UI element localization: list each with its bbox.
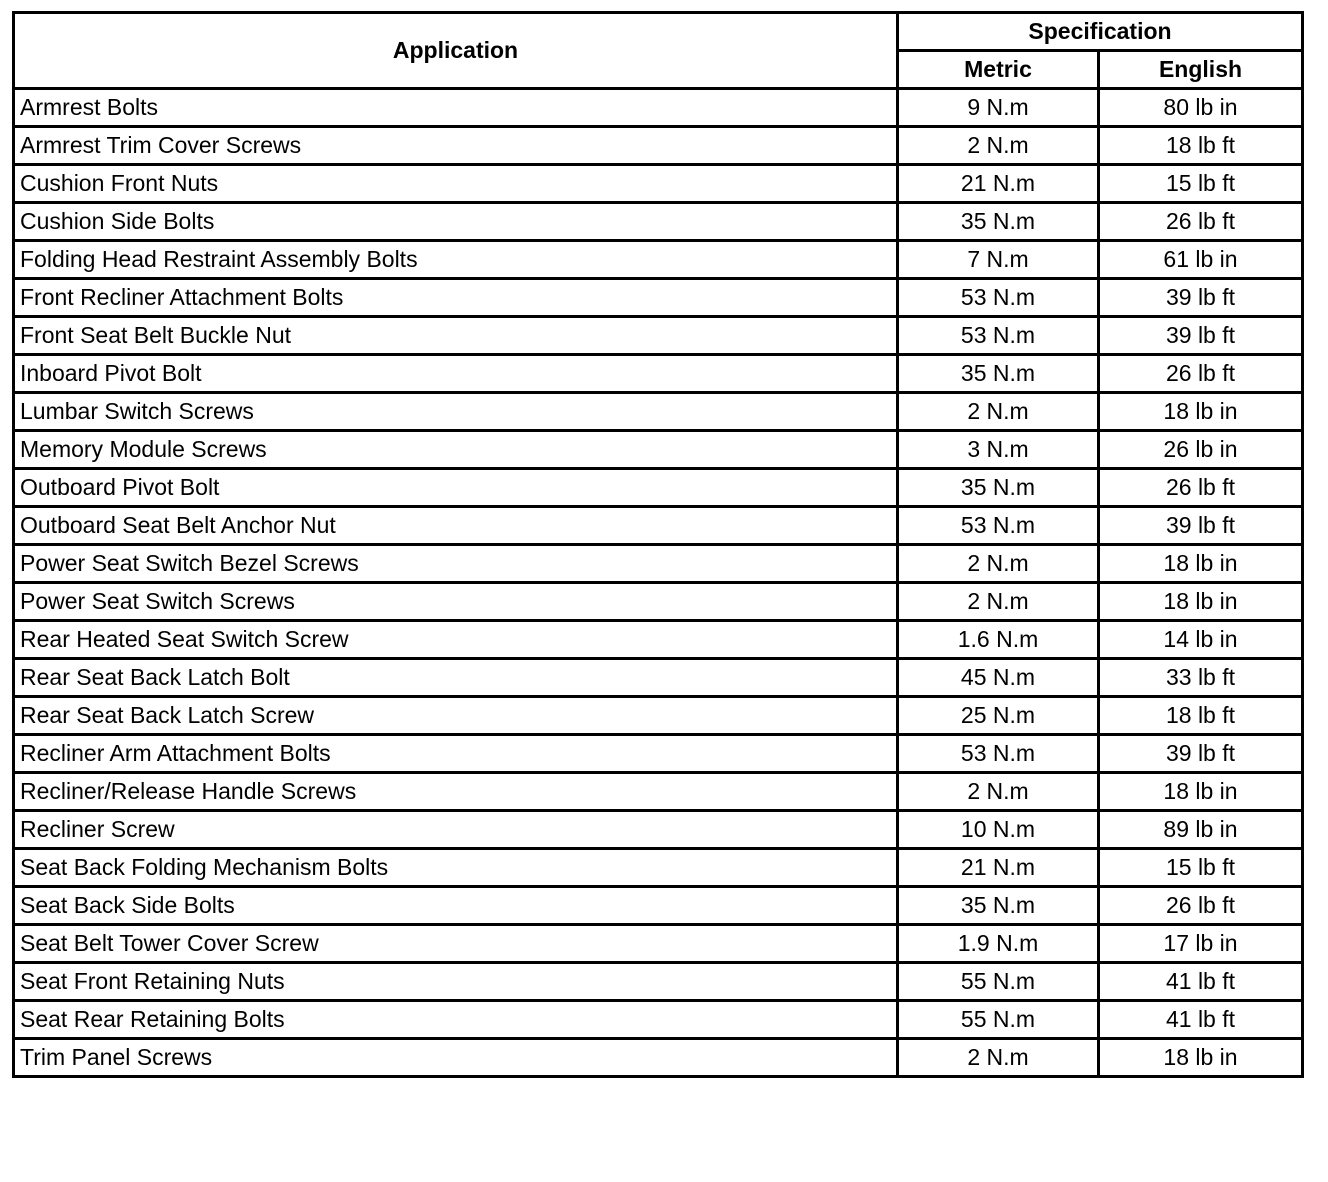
cell-metric: 1.9 N.m <box>898 925 1099 963</box>
cell-english: 26 lb ft <box>1099 203 1303 241</box>
table-row <box>14 811 1303 849</box>
table-row <box>14 89 1303 127</box>
cell-metric: 2 N.m <box>898 545 1099 583</box>
cell-application: Seat Back Folding Mechanism Bolts <box>14 849 898 887</box>
table-header <box>14 13 1303 89</box>
table-row <box>14 469 1303 507</box>
table-row <box>14 127 1303 165</box>
cell-application: Power Seat Switch Screws <box>14 583 898 621</box>
cell-metric: 55 N.m <box>898 963 1099 1001</box>
cell-english: 39 lb ft <box>1099 735 1303 773</box>
cell-metric: 2 N.m <box>898 393 1099 431</box>
cell-metric: 25 N.m <box>898 697 1099 735</box>
cell-english: 39 lb ft <box>1099 279 1303 317</box>
table-row <box>14 697 1303 735</box>
cell-application: Trim Panel Screws <box>14 1039 898 1077</box>
table-row <box>14 165 1303 203</box>
cell-metric: 53 N.m <box>898 317 1099 355</box>
cell-metric: 35 N.m <box>898 355 1099 393</box>
header-metric: Metric <box>898 51 1099 89</box>
table-row <box>14 925 1303 963</box>
header-english: English <box>1099 51 1303 89</box>
table-row <box>14 963 1303 1001</box>
cell-english: 18 lb in <box>1099 773 1303 811</box>
cell-english: 26 lb ft <box>1099 887 1303 925</box>
table-row <box>14 203 1303 241</box>
cell-metric: 10 N.m <box>898 811 1099 849</box>
table-row <box>14 621 1303 659</box>
cell-application: Power Seat Switch Bezel Screws <box>14 545 898 583</box>
cell-english: 17 lb in <box>1099 925 1303 963</box>
cell-application: Recliner Screw <box>14 811 898 849</box>
cell-application: Recliner Arm Attachment Bolts <box>14 735 898 773</box>
cell-english: 39 lb ft <box>1099 507 1303 545</box>
cell-application: Front Recliner Attachment Bolts <box>14 279 898 317</box>
table-row <box>14 887 1303 925</box>
cell-application: Armrest Bolts <box>14 89 898 127</box>
table-row <box>14 735 1303 773</box>
cell-english: 41 lb ft <box>1099 963 1303 1001</box>
cell-application: Inboard Pivot Bolt <box>14 355 898 393</box>
table-row <box>14 355 1303 393</box>
cell-english: 26 lb in <box>1099 431 1303 469</box>
table-row <box>14 659 1303 697</box>
cell-application: Rear Seat Back Latch Screw <box>14 697 898 735</box>
cell-english: 41 lb ft <box>1099 1001 1303 1039</box>
cell-application: Seat Front Retaining Nuts <box>14 963 898 1001</box>
cell-metric: 53 N.m <box>898 507 1099 545</box>
cell-application: Memory Module Screws <box>14 431 898 469</box>
cell-application: Cushion Side Bolts <box>14 203 898 241</box>
header-specification: Specification <box>898 13 1303 51</box>
cell-application: Outboard Seat Belt Anchor Nut <box>14 507 898 545</box>
cell-english: 33 lb ft <box>1099 659 1303 697</box>
table-row <box>14 773 1303 811</box>
table-row <box>14 1001 1303 1039</box>
cell-english: 26 lb ft <box>1099 469 1303 507</box>
cell-metric: 3 N.m <box>898 431 1099 469</box>
table-row <box>14 431 1303 469</box>
cell-application: Lumbar Switch Screws <box>14 393 898 431</box>
cell-application: Recliner/Release Handle Screws <box>14 773 898 811</box>
cell-metric: 2 N.m <box>898 1039 1099 1077</box>
cell-application: Cushion Front Nuts <box>14 165 898 203</box>
table-row <box>14 279 1303 317</box>
cell-metric: 53 N.m <box>898 279 1099 317</box>
cell-english: 14 lb in <box>1099 621 1303 659</box>
cell-english: 18 lb in <box>1099 1039 1303 1077</box>
cell-metric: 35 N.m <box>898 887 1099 925</box>
cell-metric: 7 N.m <box>898 241 1099 279</box>
cell-application: Folding Head Restraint Assembly Bolts <box>14 241 898 279</box>
cell-application: Rear Seat Back Latch Bolt <box>14 659 898 697</box>
cell-english: 26 lb ft <box>1099 355 1303 393</box>
cell-metric: 53 N.m <box>898 735 1099 773</box>
cell-metric: 21 N.m <box>898 849 1099 887</box>
fastener-spec-table <box>12 11 1304 1078</box>
cell-english: 15 lb ft <box>1099 849 1303 887</box>
table-row <box>14 1039 1303 1077</box>
cell-english: 18 lb in <box>1099 393 1303 431</box>
header-row-top <box>14 13 1303 51</box>
cell-metric: 35 N.m <box>898 203 1099 241</box>
cell-english: 18 lb ft <box>1099 697 1303 735</box>
cell-metric: 55 N.m <box>898 1001 1099 1039</box>
table-row <box>14 583 1303 621</box>
cell-application: Rear Heated Seat Switch Screw <box>14 621 898 659</box>
cell-application: Seat Belt Tower Cover Screw <box>14 925 898 963</box>
cell-metric: 2 N.m <box>898 773 1099 811</box>
cell-metric: 2 N.m <box>898 127 1099 165</box>
table-row <box>14 849 1303 887</box>
cell-english: 61 lb in <box>1099 241 1303 279</box>
table-row <box>14 545 1303 583</box>
header-application: Application <box>14 13 898 89</box>
cell-english: 89 lb in <box>1099 811 1303 849</box>
table-row <box>14 241 1303 279</box>
cell-english: 80 lb in <box>1099 89 1303 127</box>
cell-application: Seat Back Side Bolts <box>14 887 898 925</box>
cell-metric: 45 N.m <box>898 659 1099 697</box>
cell-metric: 1.6 N.m <box>898 621 1099 659</box>
table-body <box>14 89 1303 1077</box>
table-row <box>14 317 1303 355</box>
table-row <box>14 507 1303 545</box>
cell-metric: 9 N.m <box>898 89 1099 127</box>
table-row <box>14 393 1303 431</box>
cell-metric: 21 N.m <box>898 165 1099 203</box>
cell-english: 18 lb ft <box>1099 127 1303 165</box>
cell-english: 15 lb ft <box>1099 165 1303 203</box>
cell-application: Front Seat Belt Buckle Nut <box>14 317 898 355</box>
cell-application: Outboard Pivot Bolt <box>14 469 898 507</box>
cell-metric: 35 N.m <box>898 469 1099 507</box>
cell-english: 18 lb in <box>1099 545 1303 583</box>
cell-application: Seat Rear Retaining Bolts <box>14 1001 898 1039</box>
cell-english: 39 lb ft <box>1099 317 1303 355</box>
cell-application: Armrest Trim Cover Screws <box>14 127 898 165</box>
cell-english: 18 lb in <box>1099 583 1303 621</box>
cell-metric: 2 N.m <box>898 583 1099 621</box>
